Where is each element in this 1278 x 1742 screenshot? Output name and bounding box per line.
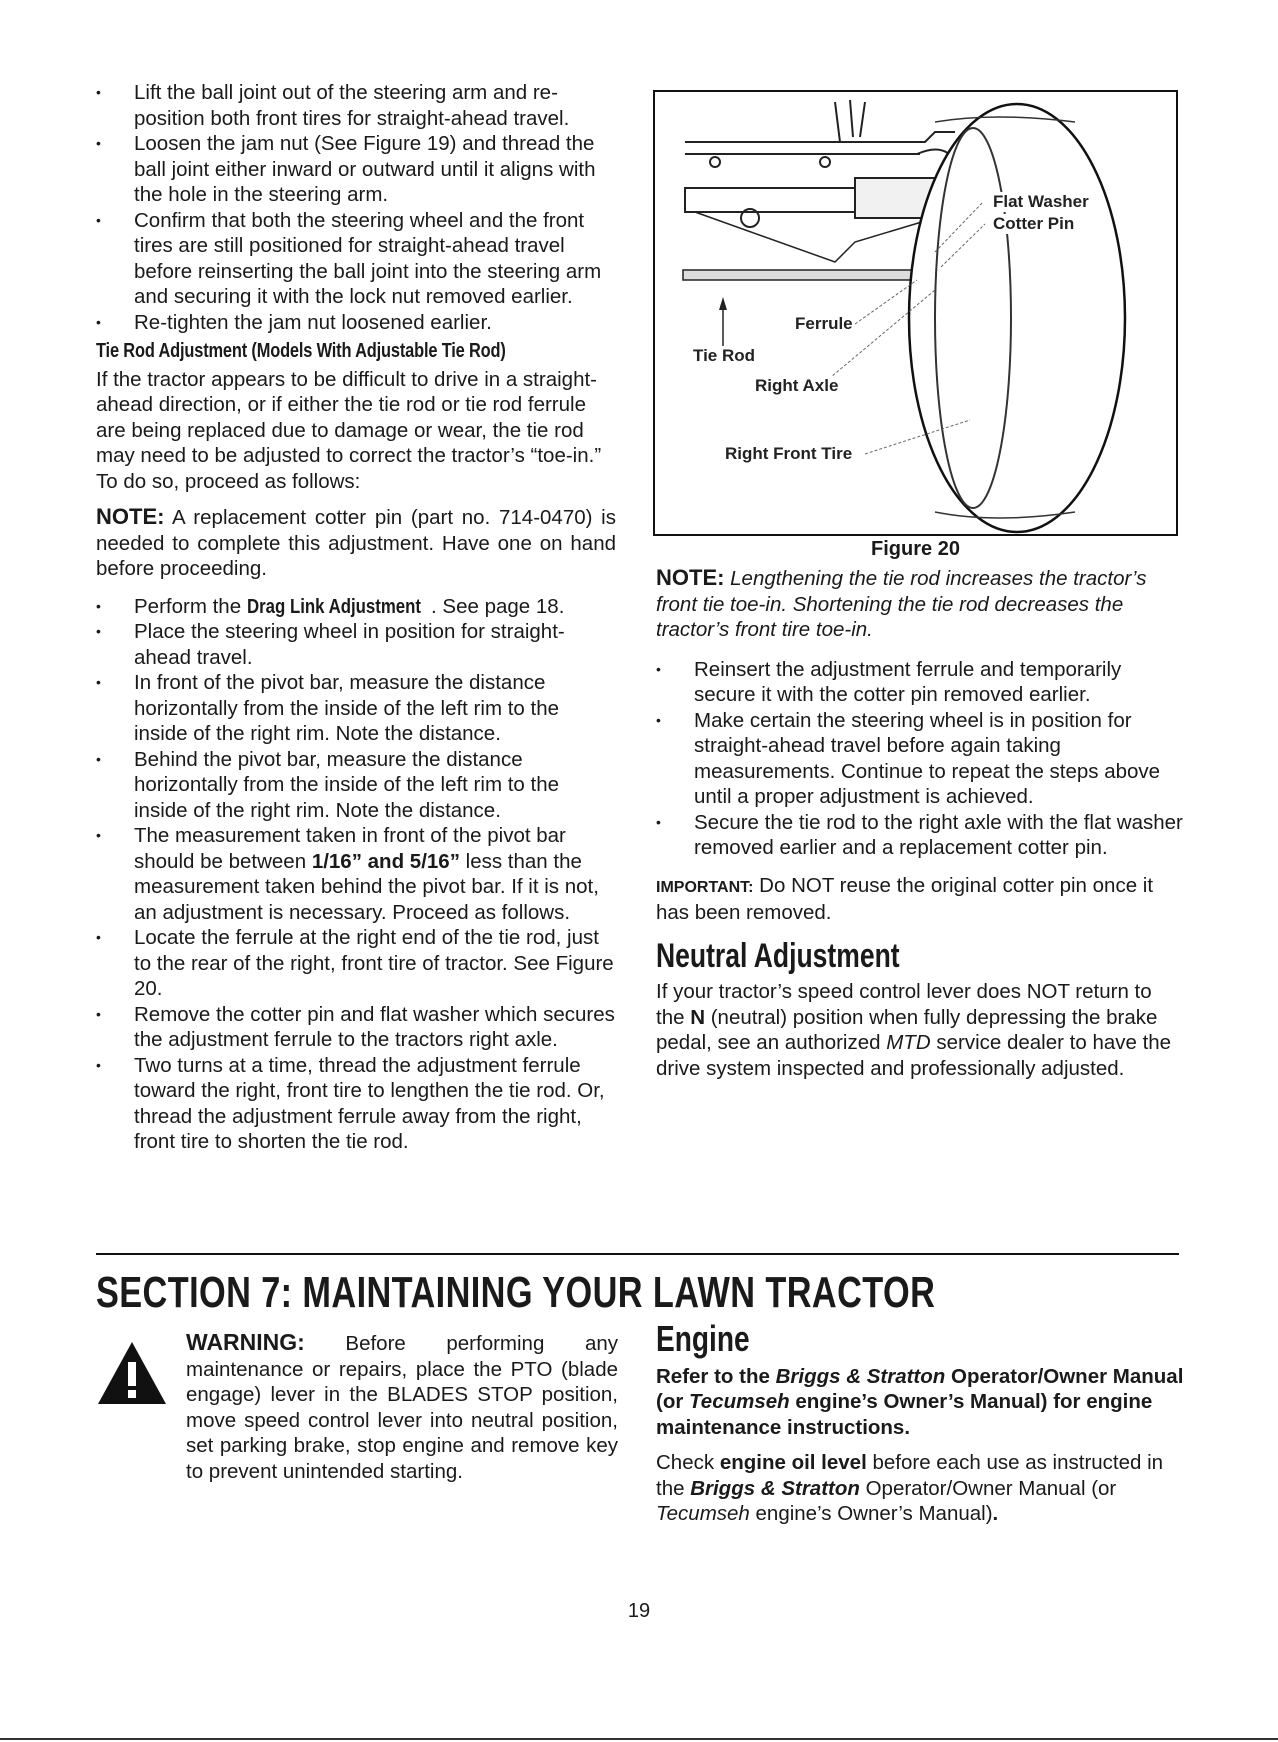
warning-block [186,1330,618,1484]
list-item: • Make certain the steering wheel is in position for straight-ahead travel before again taking measurements. Continue to repeat the steps above until a proper adjustment is achieved. [656,708,1184,810]
brand-name: Briggs & Stratton [690,1476,860,1500]
list-item: • Behind the pivot bar, measure the distance horizontally from the inside of the left rim to the inside of the right rim. Note the distance. [96,747,616,824]
step-text: less than the measurement taken behind the pivot bar. If it is not, an adjustment is necessary. Proceed as follows. [134,849,599,924]
right-column [656,565,1184,1081]
section-title: SECTION 7: MAINTAINING YOUR LAWN TRACTOR [96,1268,936,1317]
tie-rod-illustration [655,92,1178,536]
list-item: • Place the steering wheel in position for straight-ahead travel. [96,619,616,670]
tie-rod-intro: If the tractor appears to be difficult to drive in a straight-ahead direction, or if either the tie rod or tie rod ferrule are being replaced due to damage or wear, the tie rod may need to be adjusted to correct the tractor’s “toe-in.” To do so, proceed as follows: [96,367,602,493]
list-item: • Reinsert the adjustment ferrule and temporarily secure it with the cotter pin removed earlier. [656,657,1184,708]
flat-washer-label: Flat Washer [993,192,1089,211]
ferrule-label: Ferrule [795,314,853,333]
text-run: Check [656,1451,720,1474]
neutral-adjustment-text [656,979,1184,1081]
figure-20 [653,90,1178,536]
warning-text: Before performing any maintenance or repairs, place the PTO (blade engage) lever in the BLADES STOP position, move speed control lever into neutral position, set parking brake, stop engine and remove key to prevent unintended starting. [186,1332,618,1483]
text-run: (neutral) position when fully depressing the brake pedal, see an authorized [656,1005,1158,1054]
neutral-adjustment-heading: Neutral Adjustment [656,936,900,975]
figure-caption: Figure 20 [871,538,960,560]
text-run: If your tractor’s speed control lever does NOT return to the [656,980,1152,1029]
measurement-range: 1/16” and 5/16” [311,849,460,873]
brand-name: Tecumseh [689,1390,790,1413]
cotter-pin-label: Cotter Pin [993,214,1075,233]
list-item: • Locate the ferrule at the right end of the tie rod, just to the rear of the right, front tire of tractor. See Figure 20. [96,925,616,1002]
drag-link-link-text: Drag Link Adjustment [246,594,421,618]
brand-name: Tecumseh [656,1502,750,1525]
important-label: IMPORTANT: [656,878,754,896]
list-item: • Lift the ball joint out of the steering arm and re-position both front tires for straight-ahead travel. [96,80,616,131]
list-item [96,823,616,925]
list-item: • Secure the tie rod to the right axle with the flat washer removed earlier and a replacement cotter pin. [656,810,1184,861]
list-item: • Confirm that both the steering wheel and the front tires are still positioned for straight-ahead travel before reinserting the ball joint into the steering arm and securing it with the lock nut removed earlier. [96,208,616,310]
engine-reference [656,1364,1184,1441]
list-item: • In front of the pivot bar, measure the distance horizontally from the inside of the left rim to the inside of the right rim. Note the distance. [96,670,616,747]
left-column [96,80,616,1155]
text-run: Operator/Owner Manual (or [656,1364,1184,1413]
text-run: . [992,1502,999,1525]
list-item: • Re-tighten the jam nut loosened earlier. [96,310,616,336]
engine-oil-check [656,1450,1184,1527]
step-text: . See page 18. [431,594,565,618]
note-label: NOTE: [656,565,725,590]
important-text: Do NOT reuse the original cotter pin once it has been removed. [656,873,1154,924]
important-note [656,873,1184,926]
step-text: The measurement taken in front of the pivot bar should be between [134,824,566,873]
figure-note [656,565,1184,643]
right-axle-label: Right Axle [755,376,839,395]
engine-block [656,1318,1184,1527]
tie-rod-note [96,504,616,582]
list-item: • Two turns at a time, thread the adjustment ferrule toward the right, front tire to lengthen the tie rod. Or, thread the adjustment ferrule away from the right, front tire to shorten the tie rod. [96,1053,616,1155]
right-front-tire-label: Right Front Tire [725,444,853,463]
tie-rod-steps [96,594,616,1155]
list-item: • Loosen the jam nut (See Figure 19) and thread the ball joint either inward or outward until it aligns with the hole in the steering arm. [96,131,616,208]
brand-name: Briggs & Stratton [775,1364,946,1388]
text-run: engine’s Owner’s Manual) for engine maintenance instructions. [656,1390,1153,1439]
neutral-symbol: N [690,1005,706,1029]
engine-heading: Engine [656,1318,750,1359]
text-run: Operator/Owner Manual (or [859,1476,1117,1500]
note-text: Lengthening the tie rod increases the tractor’s front tie toe-in. Shortening the tie rod decreases the tractor’s front tire toe-in. [656,567,1147,641]
ball-joint-steps [96,80,616,335]
page-edge-line [0,1738,1278,1740]
page-number: 19 [627,1600,651,1622]
text-run: Refer to the [656,1364,776,1388]
brand-name: MTD [886,1031,931,1054]
warning-icon [96,1340,168,1406]
list-item: • Remove the cotter pin and flat washer which secures the adjustment ferrule to the tractors right axle. [96,1002,616,1053]
tie-rod-heading: Tie Rod Adjustment (Models With Adjustable Tie Rod) [96,340,506,362]
list-item [96,594,616,620]
step-text: Perform the [134,594,247,618]
warning-label: WARNING: [186,1329,305,1355]
text-run: service dealer to have the drive system inspected and professionally adjusted. [656,1031,1172,1080]
note-text: A replacement cotter pin (part no. 714-0470) is needed to complete this adjustment. Have one on hand before proceeding. [96,506,616,580]
ferrule-steps [656,657,1184,861]
note-label: NOTE: [96,504,165,529]
tie-rod-label: Tie Rod [693,346,756,365]
emphasis: engine oil level [719,1451,867,1474]
section-divider [96,1253,1179,1255]
text-run: before each use as instructed in the [656,1451,1164,1500]
text-run: engine’s Owner’s Manual) [749,1502,993,1525]
